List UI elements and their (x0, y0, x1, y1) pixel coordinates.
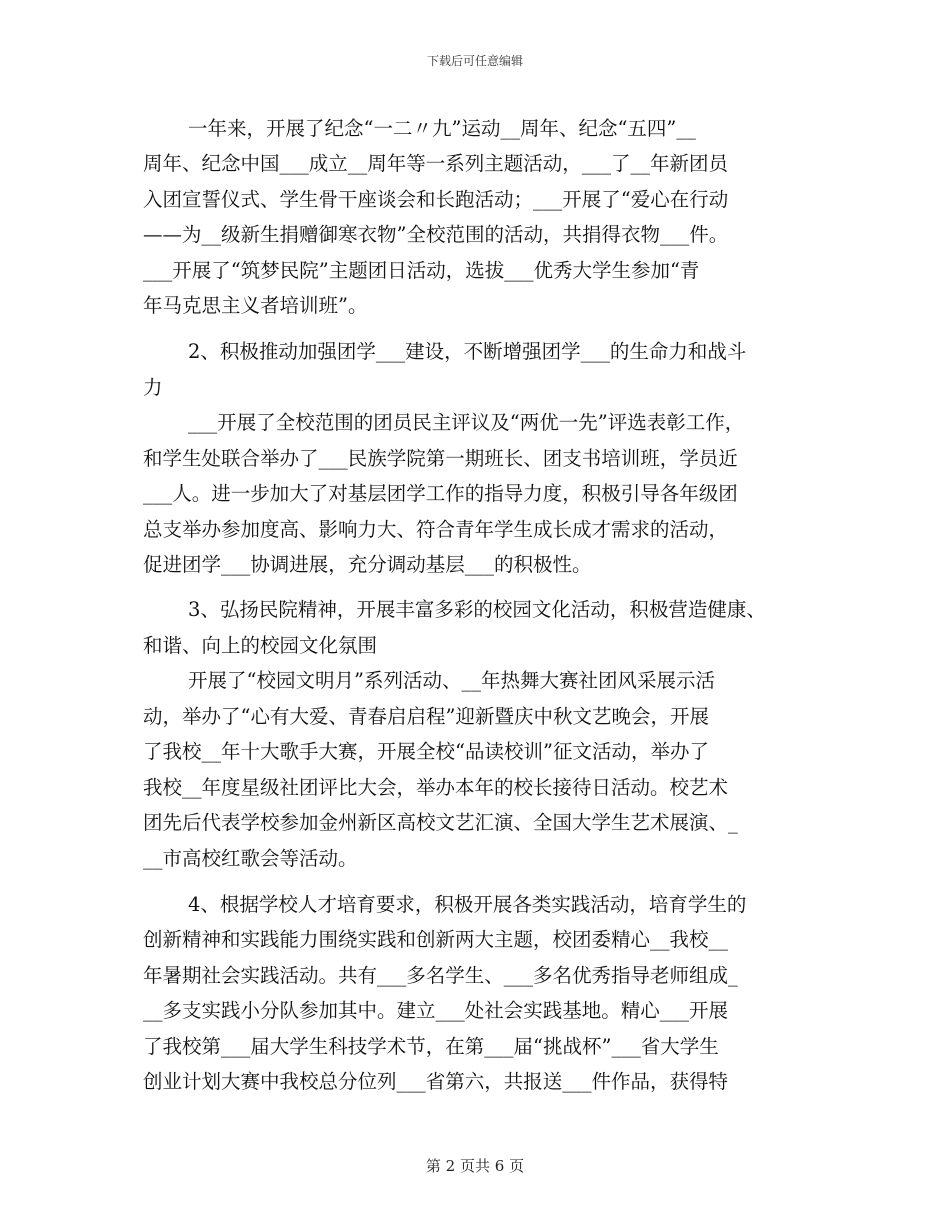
body-line: 我校__年度星级社团评比大会，举办本年的校长接待日活动。校艺术 (143, 776, 729, 799)
body-line: 入团宣誓仪式、学生骨干座谈会和长跑活动；___开展了“爱心在行动 (143, 188, 729, 211)
body-line: 开展了“校园文明月”系列活动、__年热舞大赛社团风采展示活 (188, 669, 715, 692)
body-line: 总支举办参加度高、影响力大、符合青年学生成长成才需求的活动， (143, 518, 729, 541)
body-line: 创新精神和实践能力围绕实践和创新两大主题，校团委精心__我校__ (143, 928, 729, 951)
body-line: 和学生处联合举办了___民族学院第一期班长、团支书培训班，学员近 (143, 447, 738, 470)
body-line: 团先后代表学校参加金州新区高校文艺汇演、全国大学生艺术展演、_ (143, 811, 738, 834)
body-line: 力 (143, 376, 163, 399)
body-line: 周年、纪念中国___成立__周年等一系列主题活动，___了__年新团员 (143, 152, 729, 175)
body-line: 4、根据学校人才培育要求，积极开展各类实践活动，培育学生的 (188, 893, 747, 916)
body-line: __市高校红歌会等活动。 (143, 847, 358, 870)
body-line: 了我校__年十大歌手大赛，开展全校“品读校训”征文活动，举办了 (143, 740, 709, 763)
body-line: 一年来，开展了纪念“一二〃九”运动__周年、纪念“五四”__ (188, 117, 696, 140)
body-line: 了我校第___届大学生科技学术节，在第___届“挑战杯”___省大学生 (143, 1035, 719, 1058)
body-line: ___开展了“筑梦民院”主题团日活动，选拔___优秀大学生参加“青 (143, 259, 700, 282)
body-line: ___人。进一步加大了对基层团学工作的指导力度，积极引导各年级团 (143, 482, 738, 505)
body-line: 年暑期社会实践活动。共有___多名学生、___多名优秀指导老师组成_ (143, 964, 738, 987)
body-line: 和谐、向上的校园文化氛围 (143, 634, 378, 657)
body-line: __多支实践小分队参加其中。建立___处社会实践基地。精心___开展 (143, 999, 729, 1022)
page-header: 下载后可任意编辑 (426, 54, 523, 68)
body-line: 2、积极推动加强团学___建设，不断增强团学___的生命力和战斗 (188, 340, 747, 363)
body-line: 创业计划大赛中我校总分位列___省第六，共报送___件作品，获得特 (143, 1070, 729, 1093)
body-line: 动，举办了“心有大爱、青春启启程”迎新暨庆中秋文艺晚会，开展 (143, 705, 709, 728)
body-line: 年马克思主义者培训班”。 (143, 294, 368, 317)
body-line: ___开展了全校范围的团员民主评议及“两优一先”评选表彰工作， (188, 411, 745, 434)
body-line: 3、弘扬民院精神，开展丰富多彩的校园文化活动，积极营造健康、 (188, 598, 766, 621)
page-number: 第 2 页共 6 页 (425, 1157, 525, 1175)
body-line: ——为__级新生捐赠御寒衣物”全校范围的活动，共捐得衣物___件。 (143, 223, 729, 246)
body-line: 促进团学___协调进展，充分调动基层___的积极性。 (143, 553, 592, 576)
